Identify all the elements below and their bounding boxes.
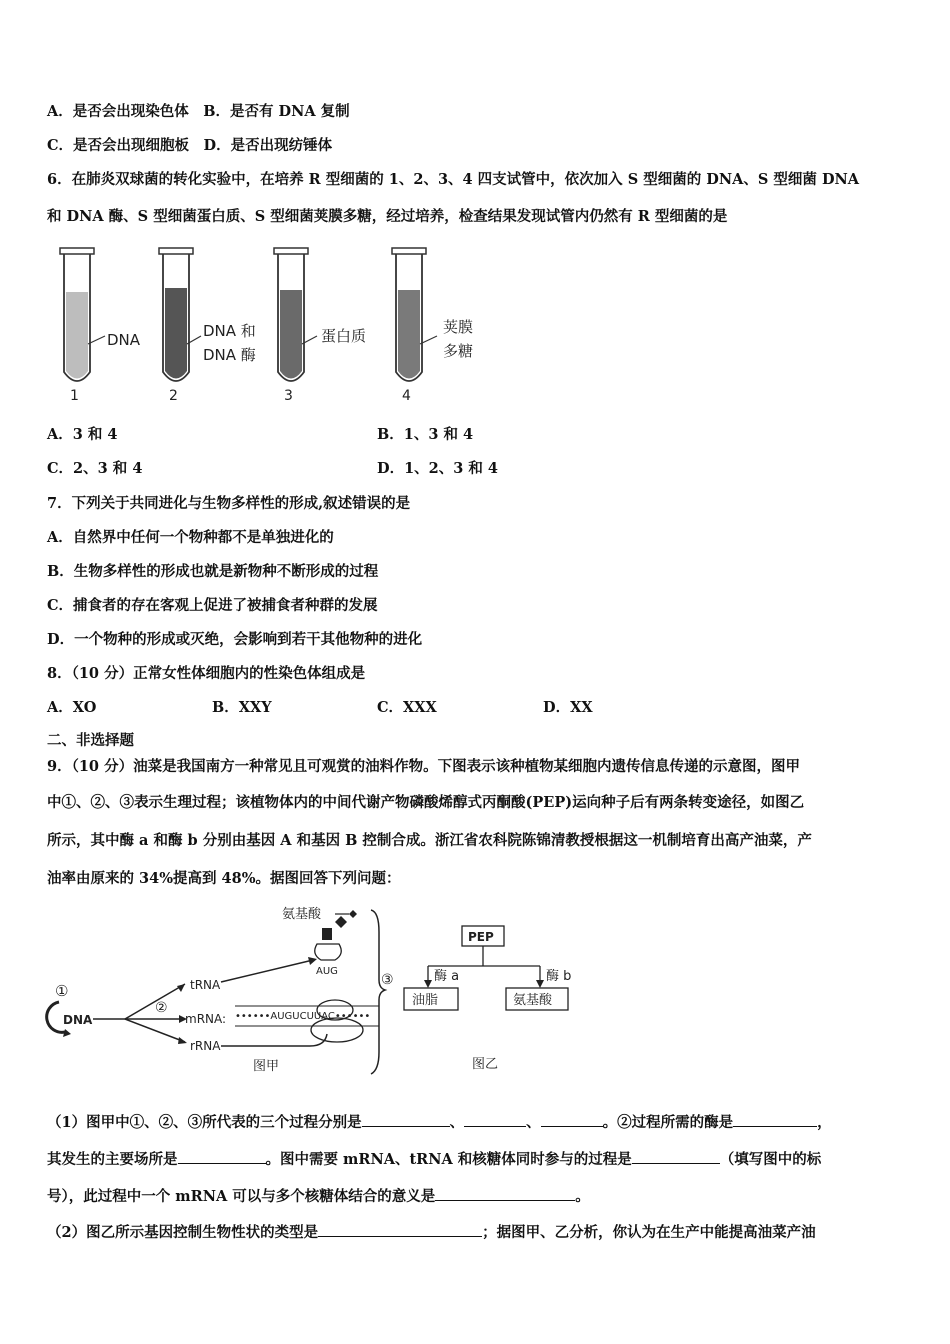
q7-stem: 7．下列关于共同进化与生物多样性的形成,叙述错误的是 xyxy=(47,495,411,512)
q7-option-b: B．生物多样性的形成也就是新物种不断形成的过程 xyxy=(47,563,379,580)
rrna-label: rRNA xyxy=(190,1039,221,1053)
trna-label: tRNA xyxy=(190,978,221,992)
product-a-label: 油脂 xyxy=(412,993,439,1008)
figure-jia xyxy=(45,902,405,1080)
answer-blank-process2[interactable] xyxy=(464,1112,526,1127)
q7-option-c: C．捕食者的存在客观上促进了被捕食者种群的发展 xyxy=(47,597,378,614)
q9-sub1-line2-a: 其发生的主要场所是 xyxy=(47,1151,178,1168)
q5-options-line2: C．是否会出现细胞板 D．是否出现纺锤体 xyxy=(47,137,333,154)
q8-stem: 8．（10 分）正常女性体细胞内的性染色体组成是 xyxy=(47,665,366,682)
test-tube-2 xyxy=(159,248,256,404)
q9-line3: 所示，其中酶 a 和酶 b 分别由基因 A 和基因 B 控制合成。浙江省农科院陈锦清教授根据这一机制培育出高产油菜，产 xyxy=(47,832,812,849)
q7-option-a: A．自然界中任何一个物种都不是单独进化的 xyxy=(47,529,334,546)
q9-sub1-line3 xyxy=(47,1186,590,1207)
q9-sub1-sep2: 、 xyxy=(526,1114,541,1131)
q9-sub2-text-a: （2）图乙所示基因控制生物性状的类型是 xyxy=(47,1224,319,1241)
tube3-number: 3 xyxy=(284,388,293,404)
q6-option-c: C．2、3 和 4 xyxy=(47,460,143,477)
answer-blank-control-type[interactable] xyxy=(318,1222,482,1237)
q9-sub1-line1 xyxy=(47,1112,832,1133)
q9-sub1-line2-c: （填写图中的标 xyxy=(719,1151,822,1168)
dna-label: DNA xyxy=(63,1013,93,1027)
tube1-label: DNA xyxy=(107,331,141,349)
q9-sub1-text-c: ， xyxy=(817,1114,832,1131)
q5-options-line1: A．是否会出现染色体 B．是否有 DNA 复制 xyxy=(47,103,350,120)
tube2-label-line2: DNA 酶 xyxy=(203,346,256,364)
q6-option-d: D．1、2、3 和 4 xyxy=(377,460,499,477)
figure-yi-caption: 图乙 xyxy=(472,1057,499,1072)
tube2-number: 2 xyxy=(169,388,178,404)
answer-blank-process-number[interactable] xyxy=(632,1149,720,1164)
mrna-sequence: ••••••AUGUCUUAC•••••• xyxy=(235,1011,371,1022)
q8-option-b: B．XXY xyxy=(212,699,272,716)
test-tube-4 xyxy=(392,248,473,404)
q6-stem-line1: 6．在肺炎双球菌的转化实验中，在培养 R 型细菌的 1、2、3、4 四支试管中，依次加入 S 型细菌的 DNA、S 型细菌 DNA xyxy=(47,171,860,188)
q6-stem-line2: 和 DNA 酶、S 型细菌蛋白质、S 型细菌荚膜多糖，经过培养，检查结果发现试管内仍然有 R 型细菌的是 xyxy=(47,208,728,225)
enzyme-b-label: 酶 b xyxy=(546,969,572,984)
tube4-label-line1: 荚膜 xyxy=(443,318,474,336)
q9-sub1-text-b: 。②过程所需的酶是 xyxy=(602,1114,734,1131)
answer-blank-enzyme[interactable] xyxy=(733,1112,817,1127)
q8-option-a: A．XO xyxy=(47,699,97,716)
mrna-label: mRNA: xyxy=(185,1012,227,1026)
q9-sub1-line2-b: 。图中需要 mRNA、tRNA 和核糖体同时参与的过程是 xyxy=(265,1151,632,1168)
figure-jia-caption: 图甲 xyxy=(253,1059,280,1074)
q9-line1: 9．（10 分）油菜是我国南方一种常见且可观赏的油料作物。下图表示该种植物某细胞内遗传信息传递的示意图，图甲 xyxy=(47,758,801,775)
pep-label: PEP xyxy=(468,930,494,944)
test-tube-3 xyxy=(274,248,366,404)
process1-label: ① xyxy=(55,982,69,1000)
answer-blank-process3[interactable] xyxy=(541,1112,603,1127)
q9-sub2-text-b: ；据图甲、乙分析，你认为在生产中能提高油菜产油 xyxy=(482,1224,816,1241)
figure-yi xyxy=(400,922,590,1076)
process3-label: ③ xyxy=(381,972,394,988)
tube2-label-line1: DNA 和 xyxy=(203,322,256,340)
q9-sub1-sep1: 、 xyxy=(449,1114,465,1131)
amino-acid-label: 氨基酸 xyxy=(282,907,322,922)
q7-option-d: D．一个物种的形成或灭绝，会影响到若干其他物种的进化 xyxy=(47,631,423,648)
q8-option-d: D．XX xyxy=(543,699,593,716)
q9-line4: 油率由原来的 34%提高到 48%。据图回答下列问题： xyxy=(47,870,401,887)
q9-sub1-line3-a: 号），此过程中一个 mRNA 可以与多个核糖体结合的意义是 xyxy=(47,1188,436,1205)
tube4-number: 4 xyxy=(402,388,411,404)
q9-sub1-text-a: （1）图甲中①、②、③所代表的三个过程分别是 xyxy=(47,1114,362,1131)
test-tube-1 xyxy=(60,248,141,404)
process2-label: ② xyxy=(155,1000,168,1016)
tube1-number: 1 xyxy=(70,388,79,404)
answer-blank-significance[interactable] xyxy=(435,1186,575,1201)
section-title: 二、非选择题 xyxy=(47,732,134,749)
q9-sub1-line2 xyxy=(47,1149,821,1170)
q6-option-b: B．1、3 和 4 xyxy=(377,426,474,443)
q6-option-a: A．3 和 4 xyxy=(47,426,118,443)
tube4-label-line2: 多糖 xyxy=(443,342,474,360)
enzyme-a-label: 酶 a xyxy=(434,969,460,984)
product-b-label: 氨基酸 xyxy=(513,993,553,1008)
tube3-label: 蛋白质 xyxy=(321,327,367,345)
q9-sub1-line3-b: 。 xyxy=(575,1188,590,1205)
test-tubes-figure xyxy=(55,244,515,408)
answer-blank-site[interactable] xyxy=(178,1149,266,1164)
q9-sub2-line1 xyxy=(47,1222,816,1243)
answer-blank-process1[interactable] xyxy=(362,1112,450,1127)
q8-option-c: C．XXX xyxy=(377,699,437,716)
q9-line2: 中①、②、③表示生理过程；该植物体内的中间代谢产物磷酸烯醇式丙酮酸(PEP)运向种子后有两条转变途径，如图乙 xyxy=(47,794,805,811)
anticodon-label: AUG xyxy=(316,966,338,977)
